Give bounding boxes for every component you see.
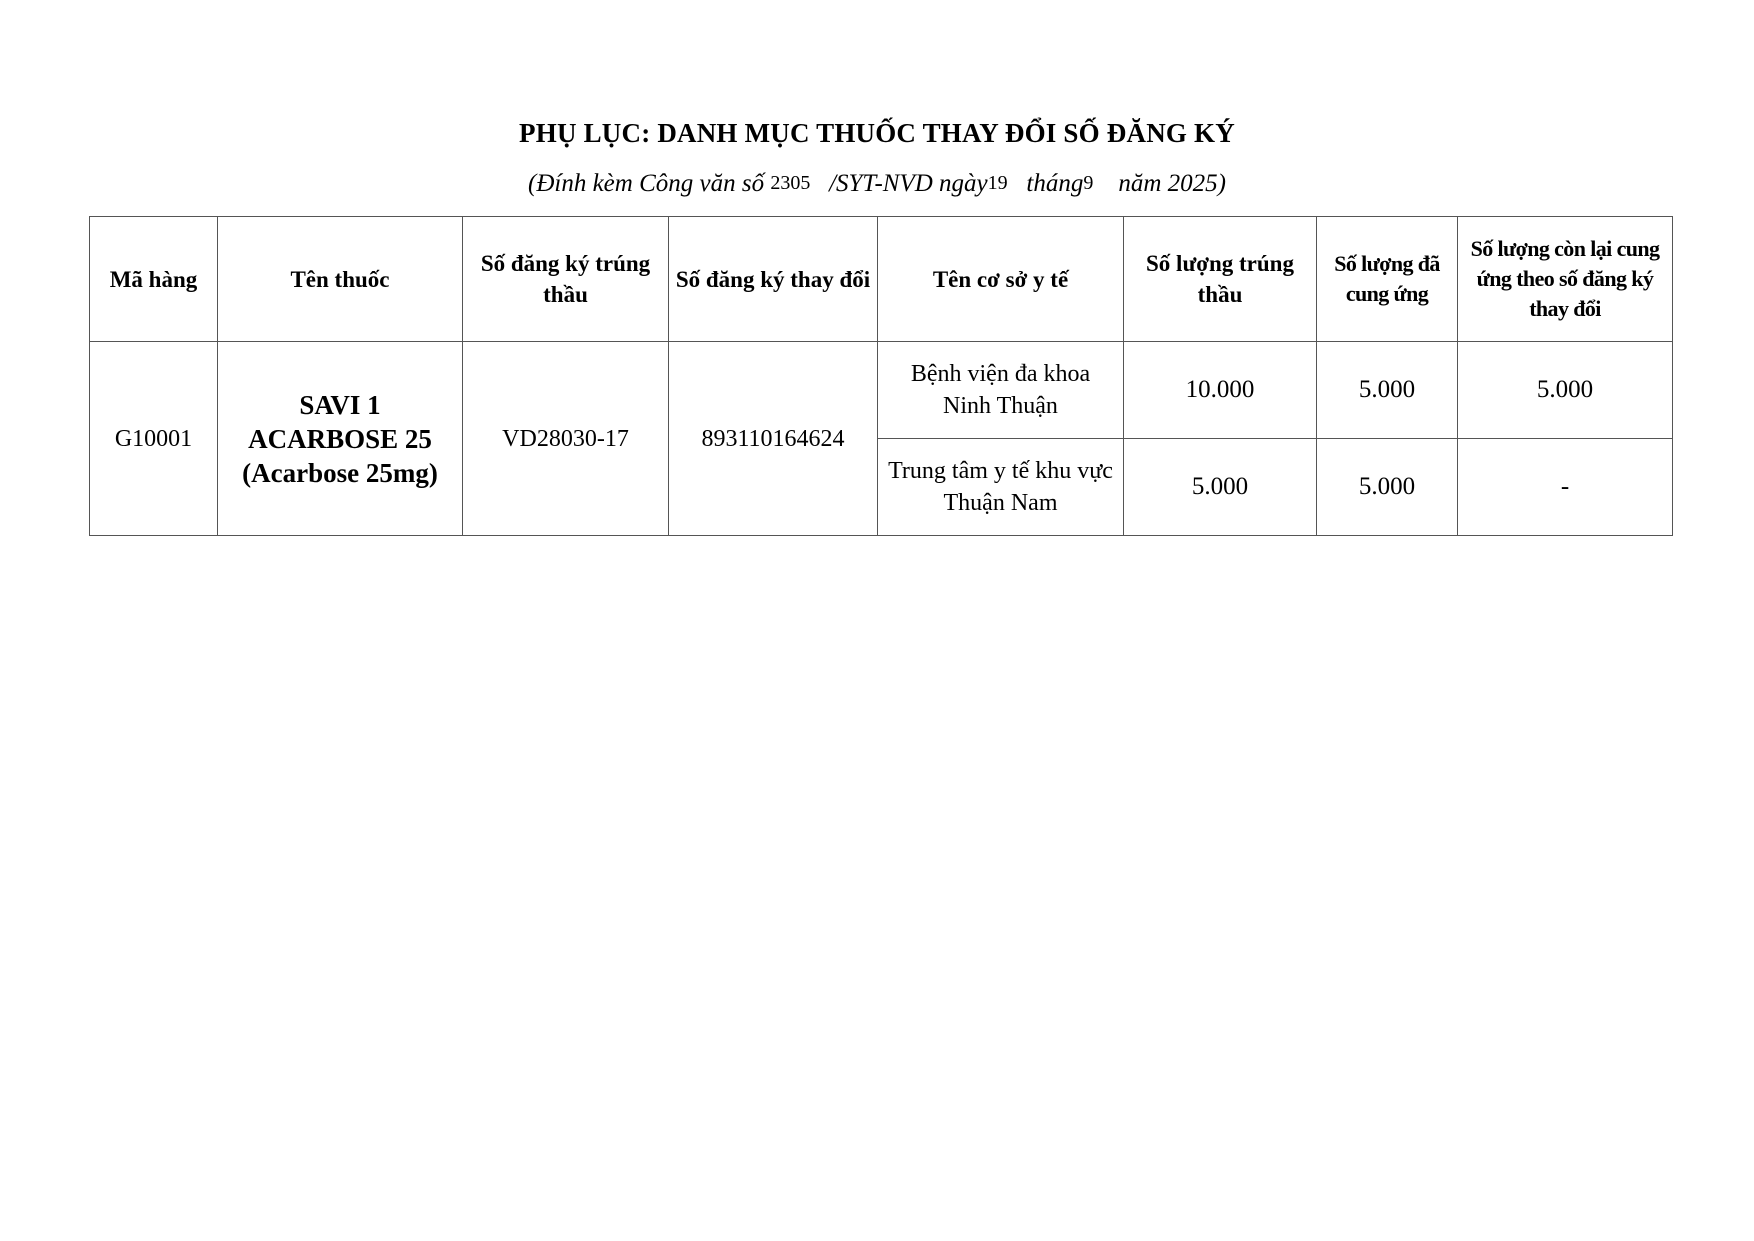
cell-sl-trung-thau: 10.000 <box>1124 342 1317 439</box>
cell-sl-con-lai: - <box>1458 439 1673 536</box>
cell-sl-da-cung-ung: 5.000 <box>1317 342 1458 439</box>
cell-so-dk-thay-doi: 893110164624 <box>669 342 878 536</box>
document-title: PHỤ LỤC: DANH MỤC THUỐC THAY ĐỔI SỐ ĐĂNG KÝ <box>519 118 1235 148</box>
subtitle-text-1: (Đính kèm Công văn số <box>528 170 771 197</box>
doc-number: 2305 <box>770 172 811 194</box>
table-header-row <box>90 217 1673 342</box>
document-subtitle <box>0 168 1754 201</box>
subtitle-text-2: /SYT-NVD ngày <box>810 170 988 197</box>
cell-ten-co-so: Bệnh viện đa khoa Ninh Thuận <box>878 342 1124 439</box>
doc-day: 19 <box>987 172 1008 194</box>
doc-month: 9 <box>1083 172 1094 194</box>
cell-ma-hang: G10001 <box>90 342 218 536</box>
header-sl-con-lai: Số lượng còn lại cung ứng theo số đăng ký thay đổi <box>1458 217 1673 342</box>
cell-sl-da-cung-ung: 5.000 <box>1317 439 1458 536</box>
cell-ten-co-so: Trung tâm y tế khu vực Thuận Nam <box>878 439 1124 536</box>
header-sl-da-cung-ung: Số lượng đã cung ứng <box>1317 217 1458 342</box>
cell-so-dk-trung-thau: VD28030-17 <box>463 342 669 536</box>
header-sl-trung-thau: Số lượng trúng thầu <box>1124 217 1317 342</box>
header-ten-co-so: Tên cơ sở y tế <box>878 217 1124 342</box>
cell-sl-con-lai: 5.000 <box>1458 342 1673 439</box>
header-so-dk-thay-doi: Số đăng ký thay đổi <box>669 217 878 342</box>
subtitle-text-3: tháng <box>1007 170 1084 197</box>
table-row <box>90 342 1673 439</box>
drug-table <box>89 216 1673 536</box>
header-so-dk-trung-thau: Số đăng ký trúng thầu <box>463 217 669 342</box>
header-ten-thuoc: Tên thuốc <box>218 217 463 342</box>
header-ma-hang: Mã hàng <box>90 217 218 342</box>
subtitle-text-4: năm 2025) <box>1093 170 1226 197</box>
cell-ten-thuoc: SAVI 1 ACARBOSE 25 (Acarbose 25mg) <box>218 342 463 536</box>
cell-sl-trung-thau: 5.000 <box>1124 439 1317 536</box>
